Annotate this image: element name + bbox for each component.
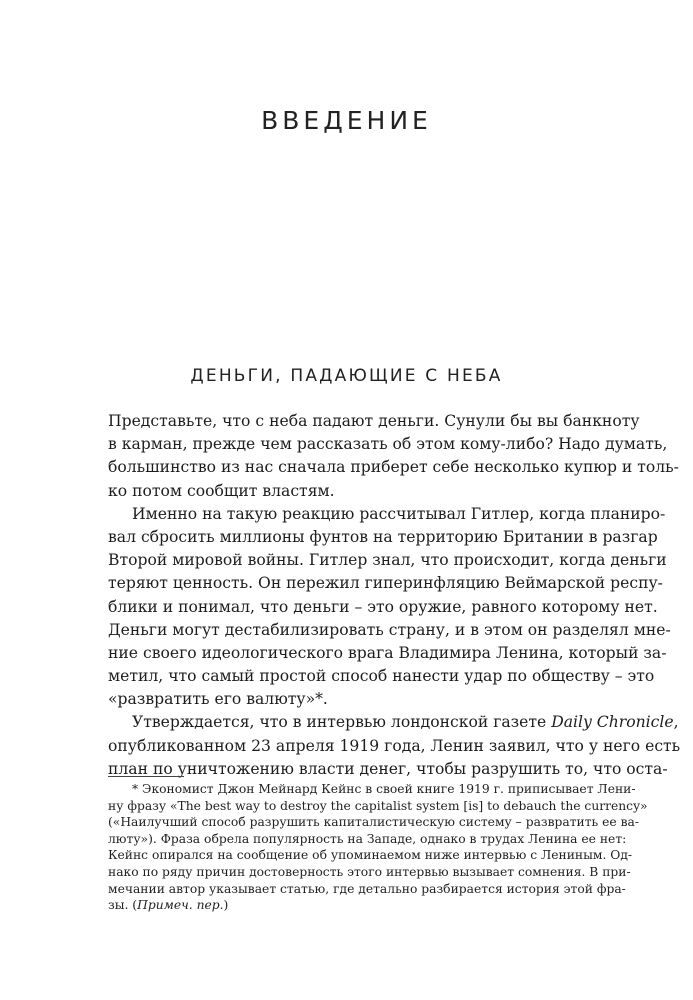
body-line: Второй мировой войны. Гитлер знал, что происходит, когда деньги (108, 551, 667, 570)
body-line: в карман, прежде чем рассказать об этом кому-либо? Надо думать, (108, 435, 668, 454)
body-line: ко потом сообщит властям. (108, 481, 335, 500)
footnote (108, 781, 648, 914)
body-line: Представьте, что с неба падают деньги. Сунули бы вы банкноту (108, 412, 640, 430)
body-line: план по уничтожению власти денег, чтобы разрушить то, что оста- (108, 759, 668, 778)
body-line: вал сбросить миллионы фунтов на территорию Британии в разгар (108, 527, 658, 546)
body-text-run: Утверждается, что в интервью лондонской газете (132, 713, 552, 732)
body-line: большинство из нас сначала приберет себе несколько купюр и толь- (108, 458, 679, 477)
footnote-text-run: зы. ( (108, 898, 138, 913)
chapter-title: ВВЕДЕНИЕ (261, 106, 432, 135)
body-line: метил, что самый простой способ нанести удар по обществу – это (108, 667, 655, 686)
footnote-line: люту»). Фраза обрела популярность на Западе, однако в трудах Ленина ее нет: (108, 831, 627, 846)
footnote-line: нако по ряду причин достоверность этого интервью вызывает сомнения. В при- (108, 864, 631, 879)
section-title: ДЕНЬГИ, ПАДАЮЩИЕ С НЕБА (190, 366, 503, 386)
footnote-divider (108, 776, 184, 777)
translator-note: Примеч. пер. (137, 898, 224, 913)
body-text-run: , (673, 713, 679, 732)
footnote-line: ну фразу «The best way to destroy the capitalist system [is] to debauch the currency» (108, 798, 648, 813)
body-line: блики и понимал, что деньги – это оружие, равного которому нет. (108, 597, 658, 616)
footnote-line: мечании автор указывает статью, где детально разбирается история этой фра- (108, 881, 626, 896)
footnote-line: * Экономист Джон Мейнард Кейнс в своей книге 1919 г. приписывает Лени- (132, 782, 636, 796)
body-line: теряют ценность. Он пережил гиперинфляцию Веймарской респу- (108, 574, 663, 593)
body-text (108, 410, 681, 781)
body-line (108, 711, 679, 734)
body-line: опубликованном 23 апреля 1919 года, Ленин заявил, что у него есть (108, 736, 681, 755)
footnote-line (108, 897, 585, 914)
body-line: Деньги могут дестабилизировать страну, и в этом он разделял мне- (108, 620, 671, 639)
footnote-line: Кейнс опирался на сообщение об упоминаемом ниже интервью с Лениным. Од- (108, 848, 633, 863)
footnote-text-run: ) (223, 898, 229, 913)
footnote-line: («Наилучший способ разрушить капиталистическую систему – развратить ее ва- (108, 815, 640, 830)
body-line: Именно на такую реакцию рассчитывал Гитлер, когда планиро- (132, 504, 666, 523)
body-line: ние своего идеологического врага Владимира Ленина, который за- (108, 643, 667, 662)
body-line: «развратить его валюту»*. (108, 690, 328, 709)
newspaper-name: Daily Chronicle (551, 713, 674, 732)
